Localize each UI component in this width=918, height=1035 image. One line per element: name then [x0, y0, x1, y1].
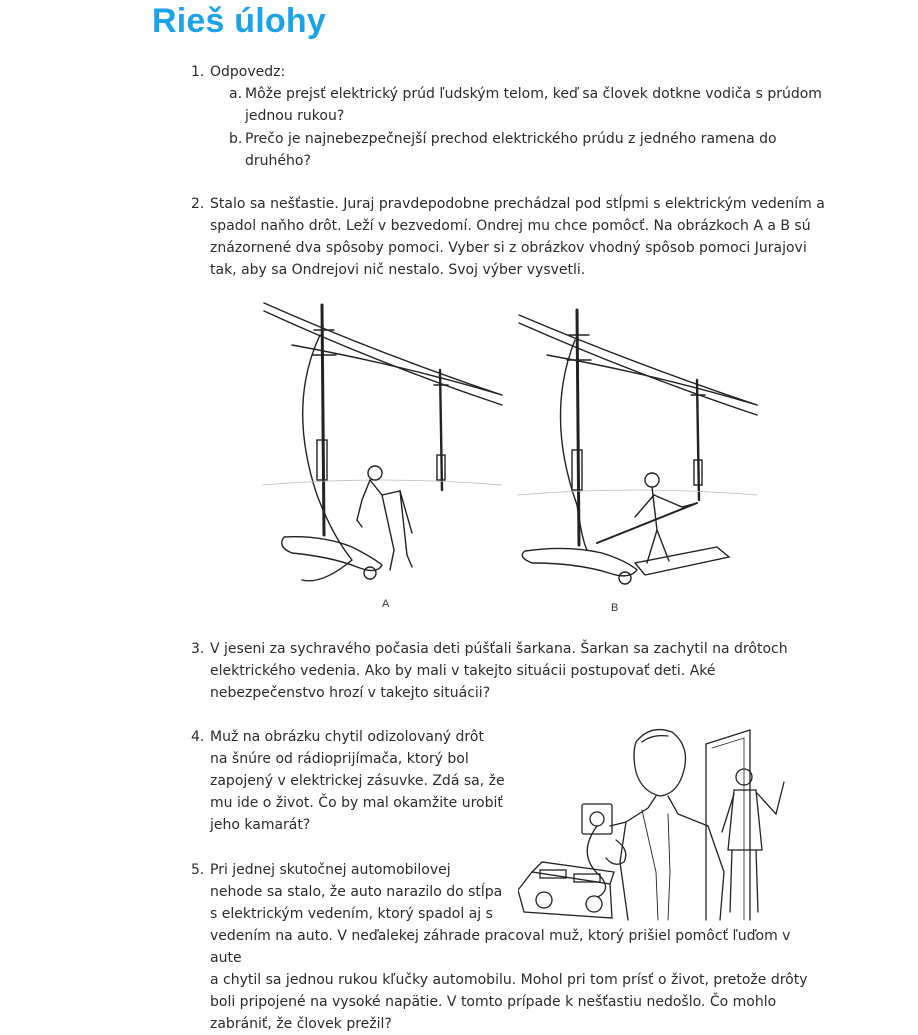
figure-label-a: A — [382, 598, 390, 610]
task-2-line: znázornené dva spôsoby pomoci. Vyber si z obrázkov vhodný spôsob pomoci Jurajovi — [210, 240, 807, 256]
task-2-number: 2. — [191, 196, 205, 212]
figure-label-b: B — [611, 602, 619, 614]
task-2-line: tak, aby sa Ondrejovi nič nestalo. Svoj výber vysvetli. — [210, 262, 586, 278]
task-1b-label: b. — [229, 131, 243, 147]
task-5-line: nehode sa stalo, že auto narazilo do stĺpa — [210, 884, 503, 900]
task-1b-text — [245, 128, 845, 172]
task-4-number: 4. — [191, 729, 205, 745]
task-1a-line: jednou rukou? — [245, 108, 345, 124]
task-4-line: na šnúre od rádioprijímača, ktorý bol — [210, 751, 469, 767]
task-5-number: 5. — [191, 862, 205, 878]
task-5-line: Pri jednej skutočnej automobilovej — [210, 862, 451, 878]
panel-b-illustration — [517, 310, 757, 584]
task-3-line: V jeseni za sychravého počasia deti púšťali šarkana. Šarkan sa zachytil na drôtoch — [210, 641, 788, 657]
task-5-text — [210, 859, 810, 1035]
task-3-line: elektrického vedenia. Ako by mali v takejto situácii postupovať deti. Aké — [210, 663, 716, 679]
task-5-line: a chytil sa jednou rukou kľučky automobilu. Mohol pri tom prísť o život, pretože drôty — [210, 972, 808, 988]
page-title: Rieš úlohy — [152, 2, 326, 40]
task-2-line: Stalo sa nešťastie. Juraj pravdepodobne prechádzal pod stĺpmi s elektrickým vedením a — [210, 196, 825, 212]
task-5-line: s elektrickým vedením, ktorý spadol aj s — [210, 906, 493, 922]
task-5-line: zabrániť, že človek prežil? — [210, 1016, 392, 1032]
task-3-text — [210, 638, 850, 704]
task-1b-line: druhého? — [245, 153, 311, 169]
task-4-line: zapojený v elektrickej zásuvke. Zdá sa, že — [210, 773, 505, 789]
task-1a-label: a. — [229, 86, 243, 102]
task-3-number: 3. — [191, 641, 205, 657]
task-1a-text — [245, 83, 845, 127]
task-1-text: Odpovedz: — [210, 64, 286, 80]
task-4-line: Muž na obrázku chytil odizolovaný drôt — [210, 729, 484, 745]
task-2-line: spadol naňho drôt. Leží v bezvedomí. Ondrej mu chce pomôcť. Na obrázkoch A a B sú — [210, 218, 811, 234]
task-5-line: vedením na auto. V neďalekej záhrade pracoval muž, ktorý prišiel pomôcť ľuďom v aute — [210, 928, 791, 966]
rescue-illustration — [262, 295, 762, 615]
task-4-text — [210, 726, 530, 836]
task-4-line: mu ide o život. Čo by mal okamžite urobiť — [210, 795, 503, 811]
task-1a-line: Môže prejsť elektrický prúd ľudským telom, keď sa človek dotkne vodiča s prúdom — [245, 86, 822, 102]
task-3-line: nebezpečenstvo hrozí v takejto situácii? — [210, 685, 491, 701]
panel-a-illustration — [262, 303, 502, 581]
task-1-number: 1. — [191, 64, 205, 80]
task-5-line: boli pripojené na vysoké napätie. V tomto prípade k nešťastiu nedošlo. Čo mohlo — [210, 994, 777, 1010]
task-1b-line: Prečo je najnebezpečnejší prechod elektrického prúdu z jedného ramena do — [245, 131, 777, 147]
task-4-line: jeho kamarát? — [210, 817, 311, 833]
task-2-text — [210, 193, 850, 281]
